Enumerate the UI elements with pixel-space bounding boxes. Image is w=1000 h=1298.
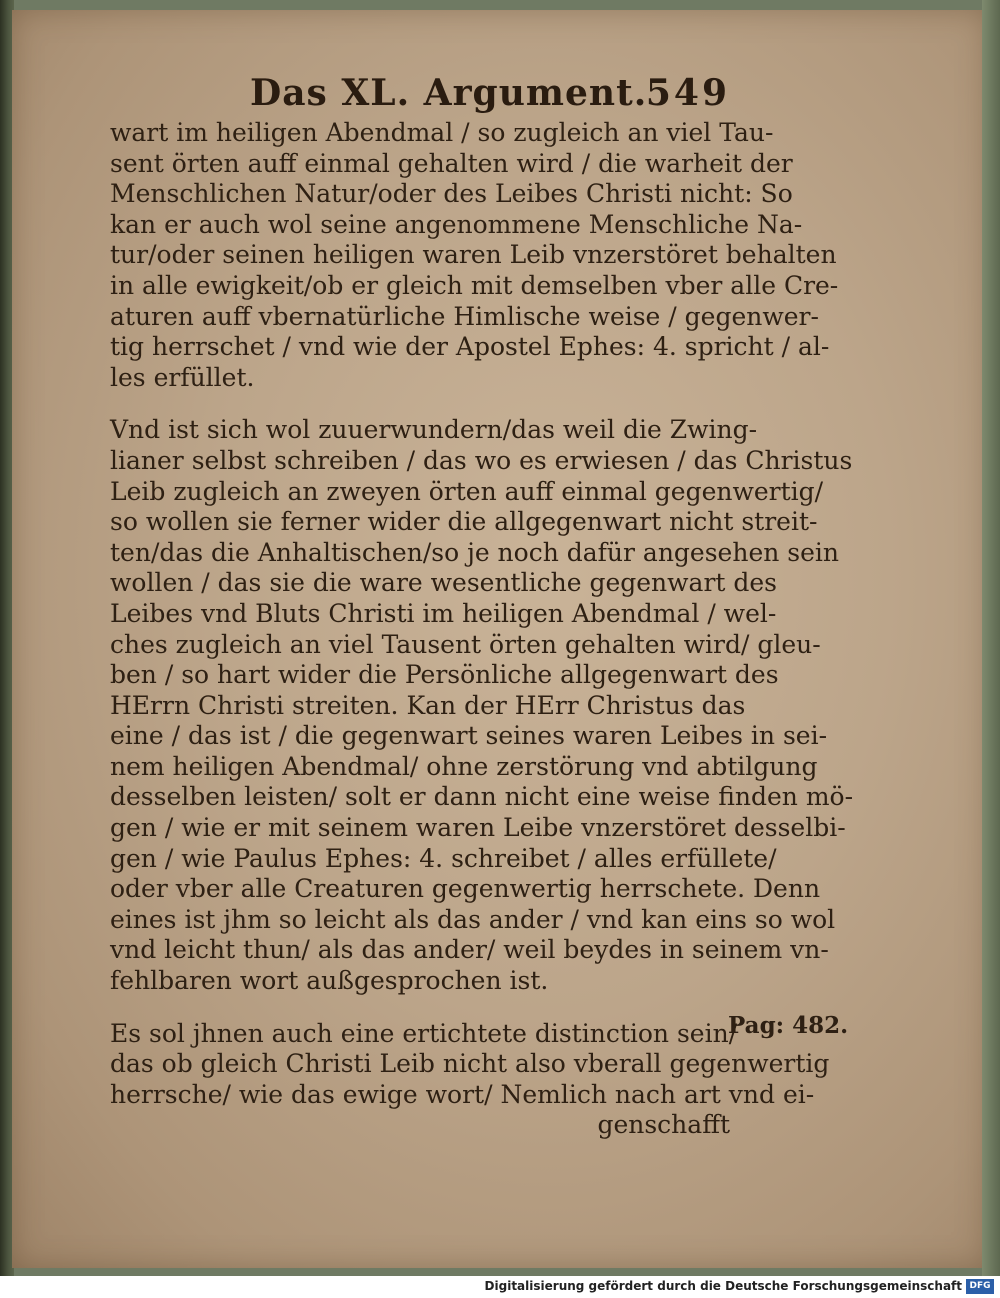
running-title: Das XL. Argument. bbox=[250, 72, 648, 114]
text-line: Vnd ist sich wol zuuerwundern/das weil die Zwing- bbox=[110, 415, 758, 445]
text-line: wart im heiligen Abendmal / so zugleich an viel Tau- bbox=[110, 118, 774, 147]
running-head bbox=[250, 72, 730, 122]
text-line: les erfüllet. bbox=[110, 362, 255, 392]
text-line: desselben leisten/ solt er dann nicht eine weise finden mö- bbox=[110, 782, 854, 812]
text-line: aturen auff vbernatürliche Himlische weise / gegenwer- bbox=[110, 301, 819, 331]
text-line: eine / das ist / die gegenwart seines waren Leibes in sei- bbox=[110, 721, 828, 751]
text-line: nem heiligen Abendmal/ ohne zerstörung vnd abtilgung bbox=[110, 751, 818, 781]
text-line: herrsche/ wie das ewige wort/ Nemlich nach art vnd ei- bbox=[110, 1079, 815, 1109]
text-line: Es sol jhnen auch eine ertichtete distinction sein/ bbox=[110, 1018, 738, 1048]
text-line: ben / so hart wider die Persönliche allgegenwart des bbox=[110, 660, 779, 690]
text-line: so wollen sie ferner wider die allgegenwart nicht streit- bbox=[110, 507, 818, 537]
page-edge bbox=[982, 0, 1000, 1276]
text-line: ten/das die Anhaltischen/so je noch dafür angesehen sein bbox=[110, 537, 840, 567]
text-line: HErrn Christi streiten. Kan der HErr Christus das bbox=[110, 690, 746, 720]
text-line: tig herrschet / vnd wie der Apostel Ephes: 4. spricht / al- bbox=[110, 332, 830, 362]
text-line: Leibes vnd Bluts Christi im heiligen Abendmal / wel- bbox=[110, 598, 777, 628]
text-line: Leib zugleich an zweyen örten auff einmal gegenwertig/ bbox=[110, 476, 824, 506]
text-line: sent örten auff einmal gehalten wird / die warheit der bbox=[110, 148, 793, 178]
paragraph-gap bbox=[110, 393, 730, 415]
text-line: Menschlichen Natur/oder des Leibes Christi nicht: So bbox=[110, 179, 793, 209]
margin-note: Pag: 482. bbox=[728, 1012, 849, 1039]
text-line: eines ist jhm so leicht als das ander / vnd kan eins so wol bbox=[110, 904, 836, 934]
text-line: oder vber alle Creaturen gegenwertig herrschete. Denn bbox=[110, 874, 821, 904]
dfg-logo: DFG bbox=[966, 1279, 994, 1294]
text-line: in alle ewigkeit/ob er gleich mit demselben vber alle Cre- bbox=[110, 270, 839, 300]
catchword: genschafft bbox=[597, 1110, 730, 1140]
text-line: kan er auch wol seine angenommene Menschliche Na- bbox=[110, 209, 803, 239]
text-line: lianer selbst schreiben / das wo es erwiesen / das Christus bbox=[110, 445, 853, 475]
page-number: 549 bbox=[645, 72, 730, 114]
text-line: ches zugleich an viel Tausent örten gehalten wird/ gleu- bbox=[110, 629, 821, 659]
text-line: gen / wie Paulus Ephes: 4. schreibet / alles erfüllete/ bbox=[110, 843, 777, 873]
text-line: vnd leicht thun/ als das ander/ weil beydes in seinem vn- bbox=[110, 935, 829, 965]
funding-credit: Digitalisierung gefördert durch die Deutsche Forschungsgemeinschaft bbox=[484, 1279, 962, 1293]
text-line: gen / wie er mit seinem waren Leibe vnzerstöret desselbi- bbox=[110, 813, 846, 843]
text-line: wollen / das sie die ware wesentliche gegenwart des bbox=[110, 568, 778, 598]
text-line: fehlbaren wort außgesprochen ist. bbox=[110, 966, 549, 996]
footer-bar bbox=[0, 1276, 1000, 1298]
text-line: das ob gleich Christi Leib nicht also vberall gegenwertig bbox=[110, 1049, 830, 1079]
paragraph-gap bbox=[110, 997, 730, 1019]
text-line: tur/oder seinen heiligen waren Leib vnzerstöret behalten bbox=[110, 240, 837, 270]
